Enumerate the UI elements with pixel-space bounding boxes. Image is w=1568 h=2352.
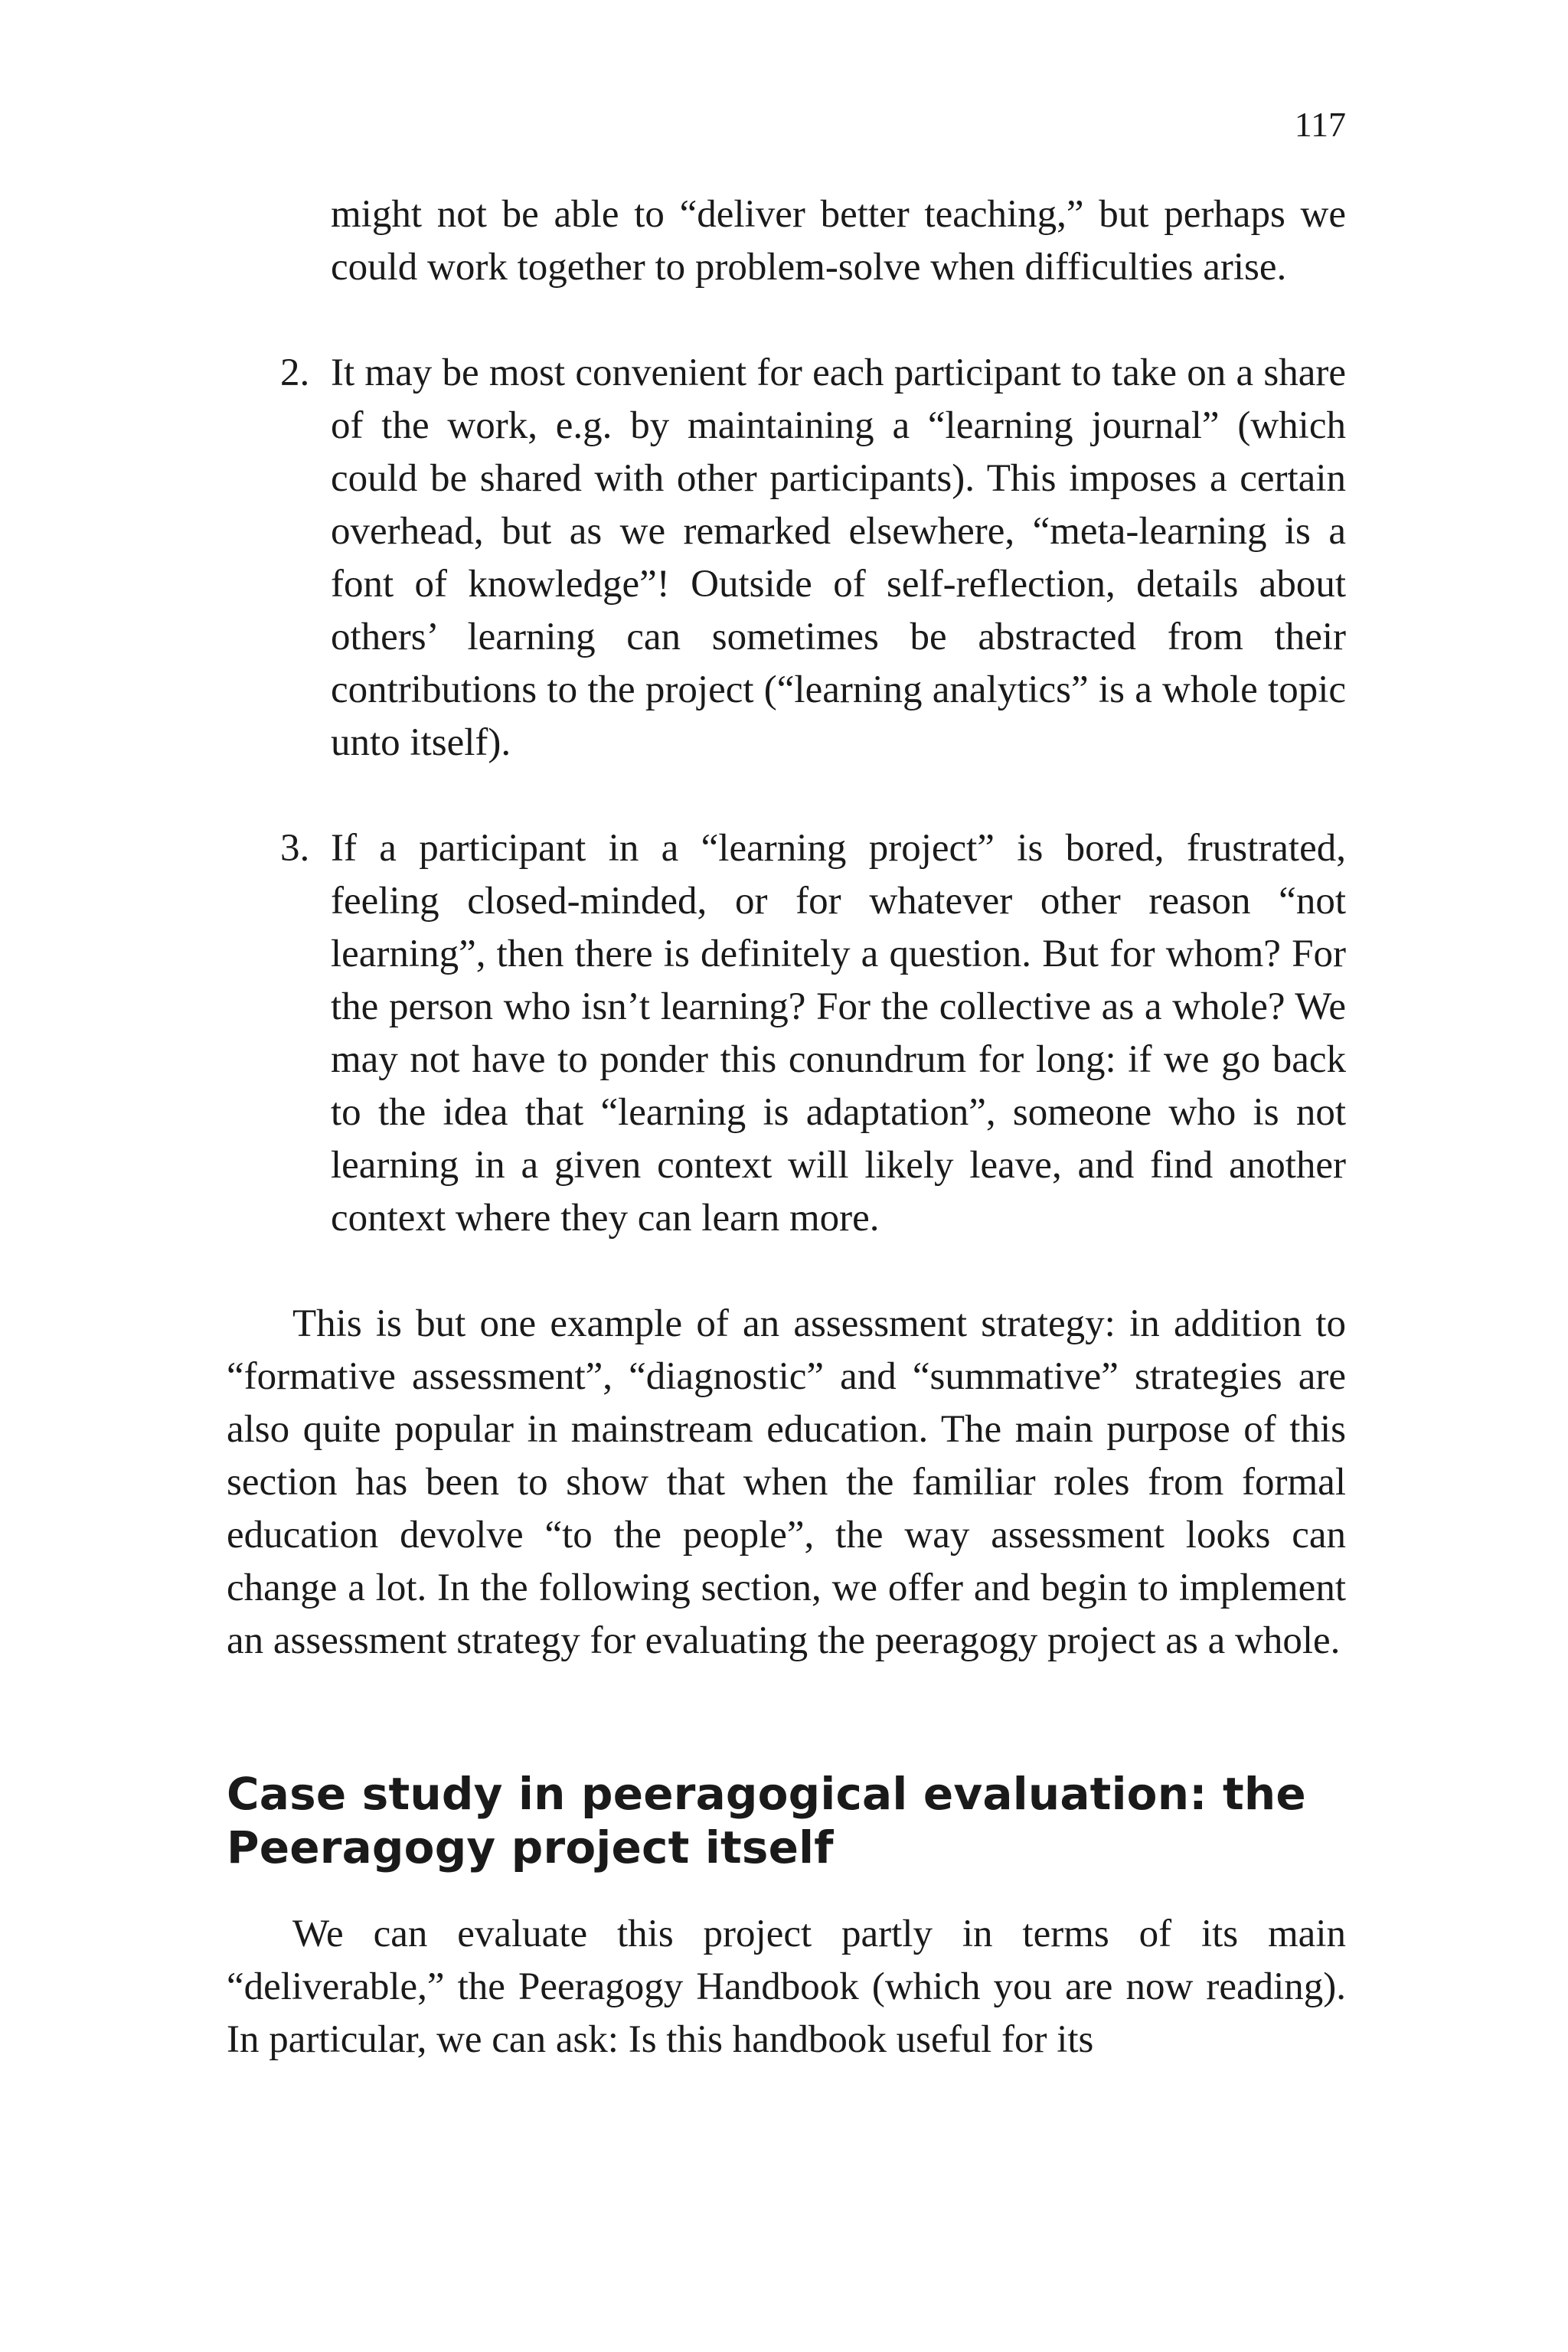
- list-item-text: If a participant in a “learning project” is bored, frustrated, feeling closed-minded, or for whatever other reason “not learning”, then there is definitely a question. But for whom? For the person who isn’t learning? For the collective as a whole? We may not have to ponder this conundrum for long: if we go back to the idea that “learning is adaptation”, someone who is not learning in a given context will likely leave, and find another context where they can learn more.: [331, 827, 1346, 1240]
- list-item-2: [227, 347, 1346, 769]
- body-paragraph: This is but one example of an assessment strategy: in addition to “formative assessment”, “diagnostic” and “summative” strategies are also quite popular in mainstream education. The main purpose of this section has been to show that when the familiar roles from formal education devolve “to the people”, the way assessment looks can change a lot. In the following section, we offer and begin to implement an assessment strategy for evaluating the peeragogy project as a whole.: [227, 1302, 1346, 1662]
- list-item-text: It may be most convenient for each participant to take on a share of the work, e.g. by maintaining a “learning journal” (which could be shared with other participants). This imposes a certain overhead, but as we remarked elsewhere, “meta-learning is a font of knowledge”! Outside of self-reflection, details about others’ learning can sometimes be abstracted from their contributions to the project (“learning analytics” is a whole topic unto itself).: [331, 351, 1346, 764]
- page-number: 117: [1294, 105, 1346, 144]
- numbered-list: [227, 347, 1346, 1245]
- section-heading: Case study in peeragogical evaluation: the Peeragogy project itself: [227, 1768, 1306, 1873]
- body-paragraph: We can evaluate this project partly in terms of its main “deliverable,” the Peeragogy Handbook (which you are now reading). In particular, we can ask: Is this handbook useful for its: [227, 1913, 1346, 2061]
- body-text: [227, 188, 1346, 2066]
- list-item-3: [227, 822, 1346, 1245]
- list-marker: 2.: [280, 351, 310, 394]
- list-marker: 3.: [280, 827, 310, 870]
- list-item-continuation: might not be able to “deliver better teaching,” but perhaps we could work together to problem-solve when difficulties arise.: [331, 193, 1346, 289]
